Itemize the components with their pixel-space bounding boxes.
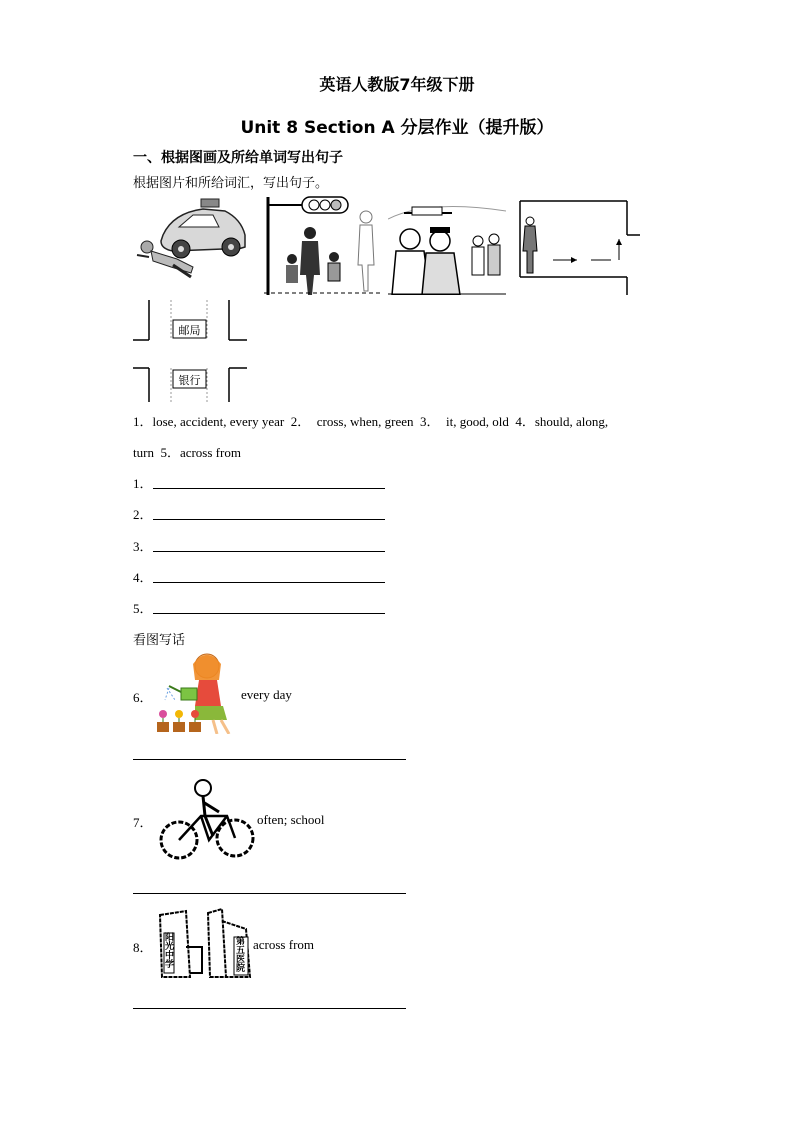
- document-title: 英语人教版7年级下册: [319, 75, 475, 94]
- answer-number: 2．: [133, 507, 153, 522]
- answer-line-4[interactable]: [153, 582, 385, 583]
- item-number-6: 6．: [133, 690, 153, 705]
- bank-label: 银行: [178, 374, 201, 387]
- answer-number: 3．: [133, 539, 153, 554]
- answer-line-6[interactable]: [133, 759, 406, 760]
- item-hint-7: often; school: [257, 812, 325, 827]
- answer-number: 4．: [133, 570, 153, 585]
- document-subtitle: Unit 8 Section A 分层作业（提升版）: [240, 118, 554, 138]
- hospital-sign: 第五医院: [236, 937, 246, 974]
- item-number-8: 8．: [133, 940, 153, 955]
- car-accident-picture: [133, 195, 251, 290]
- answer-number: 1．: [133, 476, 153, 491]
- watering-flowers-picture: [155, 650, 235, 734]
- section-heading-2: 看图写话: [133, 633, 186, 648]
- bicycle-picture: [157, 776, 255, 864]
- traffic-light-picture: [264, 195, 380, 295]
- word-prompts-line-2: turn 5．across from: [133, 445, 241, 460]
- section-instruction-1: 根据图片和所给词汇，写出句子。: [133, 176, 329, 191]
- item-hint-8: across from: [253, 937, 315, 952]
- street-turn-picture: [515, 197, 640, 295]
- school-sign: 阳光中学: [165, 933, 175, 970]
- item-hint-6: every day: [241, 687, 292, 702]
- answer-line-7[interactable]: [133, 893, 406, 894]
- post-office-label: 邮局: [178, 324, 201, 337]
- answer-line-3[interactable]: [153, 551, 385, 552]
- answer-number: 5．: [133, 601, 153, 616]
- item-number-7: 7．: [133, 815, 153, 830]
- answer-line-2[interactable]: [153, 519, 385, 520]
- policeman-picture: [388, 197, 506, 295]
- word-prompts-line-1: 1．lose, accident, every year 2． cross, when, green 3． it, good, old 4．should, along,: [133, 414, 609, 429]
- answer-line-8[interactable]: [133, 1008, 406, 1009]
- section-heading-1: 一、根据图画及所给单词写出句子: [133, 150, 343, 166]
- answer-line-5[interactable]: [153, 613, 385, 614]
- answer-line-1[interactable]: [153, 488, 385, 489]
